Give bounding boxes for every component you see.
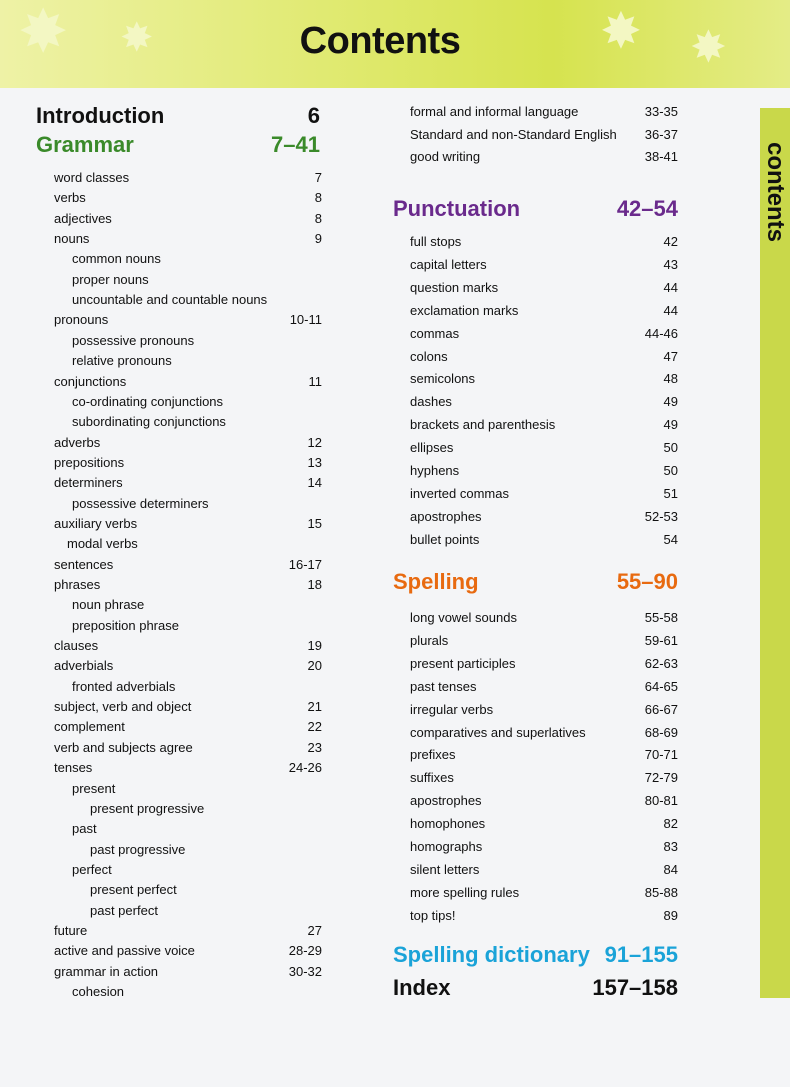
toc-entry[interactable]	[410, 838, 678, 856]
section-spelling-page: 55–90	[616, 569, 678, 594]
toc-entry[interactable]	[410, 701, 678, 719]
toc-entry-page: 85-88	[644, 884, 678, 900]
toc-entry-label: pronouns	[54, 312, 109, 328]
toc-subentry-label: fronted adverbials	[72, 678, 176, 694]
toc-entry-page: 28-29	[288, 943, 322, 959]
toc-entry[interactable]	[54, 922, 322, 940]
section-spelling-dictionary[interactable]	[393, 942, 678, 968]
section-spelling-label: Spelling	[393, 569, 479, 594]
toc-entry-label: phrases	[54, 577, 101, 592]
section-introduction-page: 6	[307, 103, 320, 128]
toc-entry-page: 49	[663, 417, 678, 433]
toc-entry-label: comparatives and superlatives	[410, 724, 586, 740]
toc-entry-label: long vowel sounds	[410, 610, 517, 625]
toc-entry[interactable]	[54, 637, 322, 655]
toc-subentry[interactable]	[72, 861, 322, 879]
toc-entry-page: 12	[307, 434, 322, 450]
toc-entry[interactable]	[410, 815, 678, 833]
toc-subentry-label: possessive pronouns	[72, 332, 195, 348]
toc-entry-label: verbs	[54, 190, 86, 206]
toc-entry-label: verb and subjects agree	[54, 739, 193, 755]
page-title: Contents	[299, 20, 461, 62]
toc-entry-page: 11	[308, 373, 322, 389]
toc-subentry[interactable]	[72, 413, 322, 431]
toc-entry-label: formal and informal language	[410, 104, 579, 119]
section-introduction[interactable]	[36, 103, 320, 129]
toc-entry-label: subject, verb and object	[54, 699, 192, 715]
toc-subentry[interactable]	[72, 291, 322, 309]
toc-entry-page: 62-63	[644, 655, 678, 671]
toc-entry-label: ellipses	[410, 440, 454, 456]
toc-subentry-label: uncountable and countable nouns	[72, 292, 268, 308]
toc-subentry[interactable]	[90, 800, 322, 818]
toc-entry-label: semicolons	[410, 371, 476, 387]
section-grammar-page: 7–41	[271, 132, 320, 157]
toc-entry-page: 9	[314, 231, 322, 247]
toc-entry-label: nouns	[54, 231, 90, 247]
toc-entry[interactable]	[410, 439, 678, 457]
toc-subentry[interactable]	[67, 535, 322, 553]
section-spelling[interactable]	[393, 569, 678, 595]
section-index-label: Index	[393, 975, 451, 1000]
toc-entry-label: top tips!	[410, 907, 456, 923]
toc-subentry[interactable]	[72, 352, 322, 370]
section-punctuation-page: 42–54	[616, 196, 678, 221]
toc-entry-page: 84	[663, 861, 678, 877]
toc-entry-page: 51	[663, 485, 678, 501]
toc-entry-page: 38-41	[644, 149, 678, 164]
section-grammar[interactable]	[36, 132, 320, 158]
toc-entry[interactable]	[410, 370, 678, 388]
toc-entry-page: 19	[307, 638, 322, 654]
toc-entry-label: grammar in action	[54, 963, 159, 979]
toc-subentry-label: present perfect	[90, 882, 177, 898]
toc-entry[interactable]	[54, 576, 322, 594]
toc-entry-label: prepositions	[54, 454, 125, 470]
toc-entry-label: complement	[54, 719, 125, 735]
toc-entry[interactable]	[410, 256, 678, 274]
toc-subentry-label: past progressive	[90, 841, 186, 857]
toc-entry[interactable]	[410, 279, 678, 297]
toc-entry-page: 44-46	[644, 325, 678, 341]
section-index[interactable]	[393, 975, 678, 1001]
toc-entry[interactable]	[410, 148, 678, 166]
toc-entry-label: inverted commas	[410, 485, 509, 501]
toc-entry-page: 22	[307, 719, 322, 735]
toc-entry-label: past tenses	[410, 678, 477, 694]
toc-entry-label: more spelling rules	[410, 884, 520, 900]
toc-entry[interactable]	[54, 454, 322, 472]
toc-entry-page: 44	[663, 302, 678, 318]
toc-subentry-label: proper nouns	[72, 271, 149, 287]
toc-entry[interactable]	[54, 169, 322, 187]
toc-entry-label: apostrophes	[410, 793, 482, 809]
toc-entry-label: question marks	[410, 279, 499, 295]
toc-entry[interactable]	[54, 963, 322, 981]
toc-entry-page: 20	[307, 658, 322, 674]
side-tab-label: contents	[762, 141, 789, 242]
toc-entry-label: suffixes	[410, 770, 454, 786]
toc-subentry-label: possessive determiners	[72, 495, 209, 511]
toc-entry[interactable]	[410, 103, 678, 121]
toc-entry-label: dashes	[410, 394, 452, 410]
toc-entry-label: good writing	[410, 149, 481, 164]
toc-entry-page: 15	[307, 515, 322, 531]
toc-entry-page: 64-65	[644, 678, 678, 694]
section-spelling-dictionary-page: 91–155	[604, 942, 678, 967]
toc-subentry-label: perfect	[72, 861, 112, 877]
toc-entry[interactable]	[410, 907, 678, 925]
toc-entry-label: present participles	[410, 655, 516, 671]
toc-entry[interactable]	[410, 792, 678, 810]
section-introduction-label: Introduction	[36, 103, 165, 128]
toc-entry-label: homophones	[410, 816, 486, 832]
toc-entry-page: 33-35	[644, 104, 678, 119]
toc-entry-page: 72-79	[644, 770, 678, 786]
toc-entry-page: 44	[663, 279, 678, 295]
toc-entry-label: prefixes	[410, 747, 456, 763]
toc-entry-page: 80-81	[644, 793, 678, 809]
toc-entry[interactable]	[54, 657, 322, 675]
toc-entry-page: 55-58	[644, 610, 678, 625]
toc-entry-label: future	[54, 922, 88, 938]
toc-entry[interactable]	[54, 189, 322, 207]
star-decoration-icon: ✸	[600, 3, 642, 59]
toc-subentry-label: cohesion	[72, 984, 125, 999]
toc-entry-label: plurals	[410, 632, 449, 648]
toc-subentry-label: present progressive	[90, 800, 205, 816]
toc-entry[interactable]	[410, 531, 678, 549]
side-tab	[760, 108, 790, 998]
toc-entry-label: brackets and parenthesis	[410, 417, 556, 433]
toc-entry-page: 49	[663, 394, 678, 410]
toc-entry[interactable]	[410, 302, 678, 320]
toc-entry[interactable]	[54, 698, 322, 716]
toc-entry-label: adjectives	[54, 210, 112, 226]
toc-entry-page: 66-67	[644, 701, 678, 717]
toc-entry-page: 68-69	[644, 724, 678, 740]
toc-entry[interactable]	[54, 739, 322, 757]
toc-entry-label: capital letters	[410, 256, 487, 272]
toc-entry-page: 43	[663, 256, 678, 272]
toc-entry[interactable]	[410, 769, 678, 787]
toc-entry-page: 14	[307, 475, 322, 491]
toc-entry-page: 18	[307, 577, 322, 592]
toc-entry-label: apostrophes	[410, 508, 482, 524]
toc-entry-page: 82	[663, 816, 678, 832]
toc-entry-page: 36-37	[644, 126, 678, 142]
toc-subentry[interactable]	[72, 332, 322, 350]
toc-entry-page: 54	[663, 531, 678, 547]
star-decoration-icon: ✸	[690, 23, 727, 72]
toc-entry-label: commas	[410, 325, 460, 341]
toc-entry[interactable]	[410, 678, 678, 696]
toc-subentry[interactable]	[90, 902, 322, 920]
toc-subentry[interactable]	[90, 881, 322, 899]
toc-entry-label: sentences	[54, 556, 114, 572]
toc-subentry[interactable]	[72, 596, 322, 614]
toc-entry-page: 83	[663, 839, 678, 854]
section-punctuation[interactable]	[393, 196, 678, 222]
toc-entry-label: homographs	[410, 839, 483, 854]
toc-entry-page: 70-71	[644, 747, 678, 763]
toc-entry[interactable]	[410, 632, 678, 650]
toc-entry[interactable]	[410, 861, 678, 879]
toc-entry-page: 21	[307, 699, 322, 715]
toc-entry[interactable]	[410, 609, 678, 627]
toc-entry[interactable]	[410, 233, 678, 251]
toc-entry[interactable]	[410, 325, 678, 343]
toc-subentry[interactable]	[90, 841, 322, 859]
toc-entry-page: 47	[663, 348, 678, 364]
toc-entry[interactable]	[410, 724, 678, 742]
toc-entry-label: irregular verbs	[410, 701, 494, 717]
toc-entry[interactable]	[410, 884, 678, 902]
toc-entry-label: full stops	[410, 234, 462, 249]
toc-subentry[interactable]	[72, 393, 322, 411]
toc-entry[interactable]	[410, 348, 678, 366]
toc-entry[interactable]	[54, 311, 322, 329]
toc-subentry[interactable]	[72, 617, 322, 635]
toc-entry-page: 16-17	[288, 556, 322, 572]
toc-subentry[interactable]	[72, 780, 322, 798]
toc-entry[interactable]	[54, 556, 322, 574]
toc-subentry[interactable]	[72, 678, 322, 696]
toc-entry[interactable]	[54, 230, 322, 248]
toc-entry-label: active and passive voice	[54, 943, 195, 959]
toc-subentry[interactable]	[72, 250, 322, 268]
toc-entry-label: clauses	[54, 638, 99, 654]
toc-entry-page: 48	[663, 371, 678, 387]
toc-entry[interactable]	[54, 515, 322, 533]
toc-entry-label: tenses	[54, 760, 93, 776]
toc-entry[interactable]	[410, 655, 678, 673]
toc-entry-page: 7	[314, 170, 322, 185]
toc-subentry-label: past	[72, 821, 97, 837]
toc-entry-page: 89	[663, 907, 678, 923]
toc-entry-page: 10-11	[289, 312, 322, 328]
toc-entry-page: 13	[307, 454, 322, 470]
toc-subentry[interactable]	[72, 271, 322, 289]
section-spelling-dictionary-label: Spelling dictionary	[393, 942, 590, 967]
toc-entry-label: adverbs	[54, 434, 101, 450]
toc-entry-label: Standard and non-Standard English	[410, 126, 617, 142]
toc-entry[interactable]	[54, 474, 322, 492]
toc-entry-label: exclamation marks	[410, 302, 519, 318]
toc-entry-page: 59-61	[644, 632, 678, 648]
section-punctuation-label: Punctuation	[393, 196, 521, 221]
toc-entry-page: 8	[314, 190, 322, 206]
toc-entry-page: 24-26	[288, 760, 322, 776]
toc-entry-page: 42	[663, 234, 678, 249]
toc-entry[interactable]	[410, 746, 678, 764]
toc-entry-page: 52-53	[644, 508, 678, 524]
toc-entry[interactable]	[54, 434, 322, 452]
toc-subentry-label: noun phrase	[72, 597, 145, 613]
toc-entry-label: bullet points	[410, 531, 480, 547]
section-grammar-label: Grammar	[36, 132, 134, 157]
toc-subentry-label: relative pronouns	[72, 353, 172, 369]
toc-entry-label: silent letters	[410, 861, 480, 877]
toc-subentry-label: subordinating conjunctions	[72, 414, 226, 430]
star-decoration-icon: ✸	[18, 0, 69, 65]
toc-entry-page: 27	[307, 922, 322, 938]
toc-subentry-label: present	[72, 780, 116, 796]
toc-entry-page: 8	[314, 210, 322, 226]
toc-subentry-label: past perfect	[90, 902, 158, 918]
toc-entry-label: auxiliary verbs	[54, 515, 138, 531]
toc-entry[interactable]	[410, 393, 678, 411]
toc-entry-label: word classes	[54, 170, 130, 185]
toc-subentry-label: modal verbs	[67, 536, 138, 552]
star-decoration-icon: ✸	[120, 16, 154, 60]
toc-entry-label: colons	[410, 348, 448, 364]
toc-entry-page: 50	[663, 463, 678, 478]
toc-subentry[interactable]	[72, 983, 322, 1001]
toc-entry[interactable]	[410, 126, 678, 144]
toc-entry[interactable]	[410, 462, 678, 480]
toc-entry-page: 23	[307, 739, 322, 755]
toc-entry[interactable]	[54, 718, 322, 736]
section-index-page: 157–158	[592, 975, 678, 1000]
toc-entry[interactable]	[410, 416, 678, 434]
toc-entry-label: determiners	[54, 475, 123, 491]
toc-subentry[interactable]	[72, 495, 322, 513]
toc-entry-label: adverbials	[54, 658, 114, 674]
toc-entry-page: 50	[663, 440, 678, 456]
toc-entry-label: conjunctions	[54, 373, 127, 389]
toc-entry[interactable]	[54, 942, 322, 960]
toc-entry[interactable]	[54, 759, 322, 777]
toc-subentry-label: preposition phrase	[72, 617, 179, 633]
toc-entry[interactable]	[54, 210, 322, 228]
toc-entry[interactable]	[410, 485, 678, 503]
toc-subentry-label: co-ordinating conjunctions	[72, 393, 224, 409]
toc-entry[interactable]	[410, 508, 678, 526]
toc-entry-label: hyphens	[410, 463, 460, 478]
toc-entry[interactable]	[54, 373, 322, 391]
toc-subentry[interactable]	[72, 820, 322, 838]
toc-subentry-label: common nouns	[72, 251, 161, 267]
toc-entry-page: 30-32	[288, 963, 322, 979]
